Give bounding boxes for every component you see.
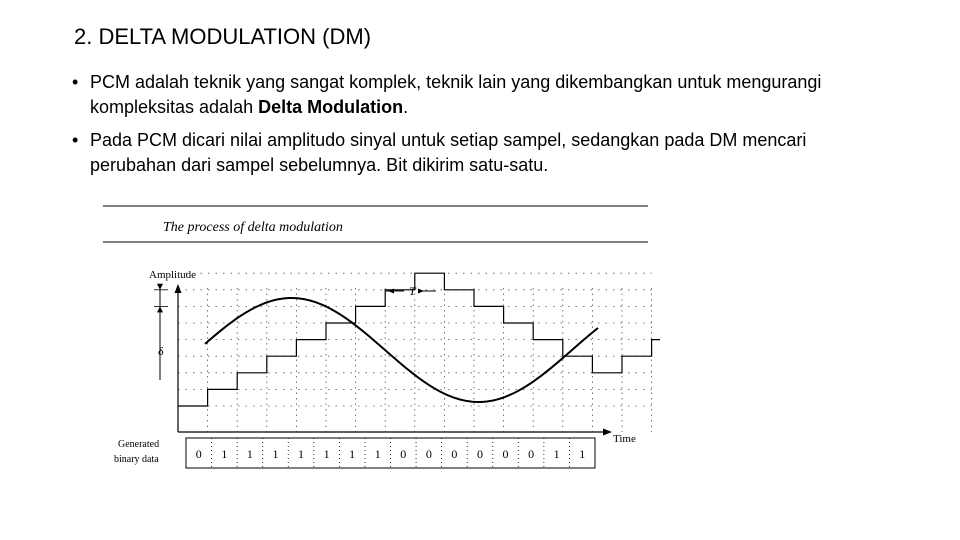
- delta-modulation-diagram: [100, 200, 660, 475]
- bit-value: 1: [246, 447, 253, 461]
- step-label: δ: [158, 344, 164, 358]
- bit-value: 0: [502, 447, 509, 461]
- period-label: T: [409, 284, 416, 298]
- slide-title: 2. DELTA MODULATION (DM): [74, 24, 372, 49]
- bits-label-line1: Generated: [118, 439, 160, 450]
- bullet-item-2: [72, 128, 892, 178]
- bit-value: 0: [195, 447, 202, 461]
- bullet-1-text: PCM adalah teknik yang sangat komplek, teknik lain yang dikembangkan untuk mengurangi kompleksitas adalah: [90, 72, 822, 117]
- bullet-1-end: .: [403, 97, 409, 117]
- y-axis-label: Amplitude: [149, 269, 197, 281]
- bullet-list: [72, 70, 892, 186]
- time-axis-arrow-icon: [603, 429, 612, 436]
- delta-modulation-figure: [100, 200, 660, 480]
- analog-signal: [205, 298, 598, 402]
- amplitude-axis-arrow-icon: [175, 284, 182, 293]
- bit-value: 1: [298, 447, 305, 461]
- bit-value: 1: [349, 447, 356, 461]
- bit-value: 0: [400, 447, 407, 461]
- bit-value: 1: [579, 447, 586, 461]
- bit-value: 1: [323, 447, 330, 461]
- bullet-dot-icon: •: [72, 130, 79, 150]
- bullet-text-2: [90, 128, 892, 178]
- bits-label-line2: binary data: [114, 454, 159, 465]
- bullet-dot-icon: •: [72, 72, 79, 92]
- bit-value: 1: [553, 447, 560, 461]
- step-arrowhead-bottom-icon: [157, 306, 163, 312]
- figure-caption: The process of delta modulation: [163, 220, 343, 235]
- bullet-item-1: [72, 70, 892, 120]
- step-arrowhead-top-icon: [157, 284, 163, 290]
- bit-value: 1: [272, 447, 279, 461]
- bit-value: 0: [528, 447, 535, 461]
- bit-value: 0: [451, 447, 458, 461]
- bit-value: 1: [374, 447, 381, 461]
- bit-value: 0: [425, 447, 432, 461]
- bit-value: 1: [221, 447, 228, 461]
- x-axis-label: Time: [613, 433, 636, 445]
- period-arrowhead-right-icon: [418, 289, 424, 294]
- binary-data-row: [186, 438, 595, 468]
- bit-value: 0: [476, 447, 483, 461]
- analog-signal-curve: [205, 298, 598, 402]
- bullet-2-text: Pada PCM dicari nilai amplitudo sinyal untuk setiap sampel, sedangkan pada DM mencari perubahan dari sampel sebelumnya. Bit dikirim satu-satu.: [90, 130, 807, 175]
- bullet-text-1: [90, 70, 892, 120]
- bullet-1-bold: Delta Modulation: [258, 97, 404, 117]
